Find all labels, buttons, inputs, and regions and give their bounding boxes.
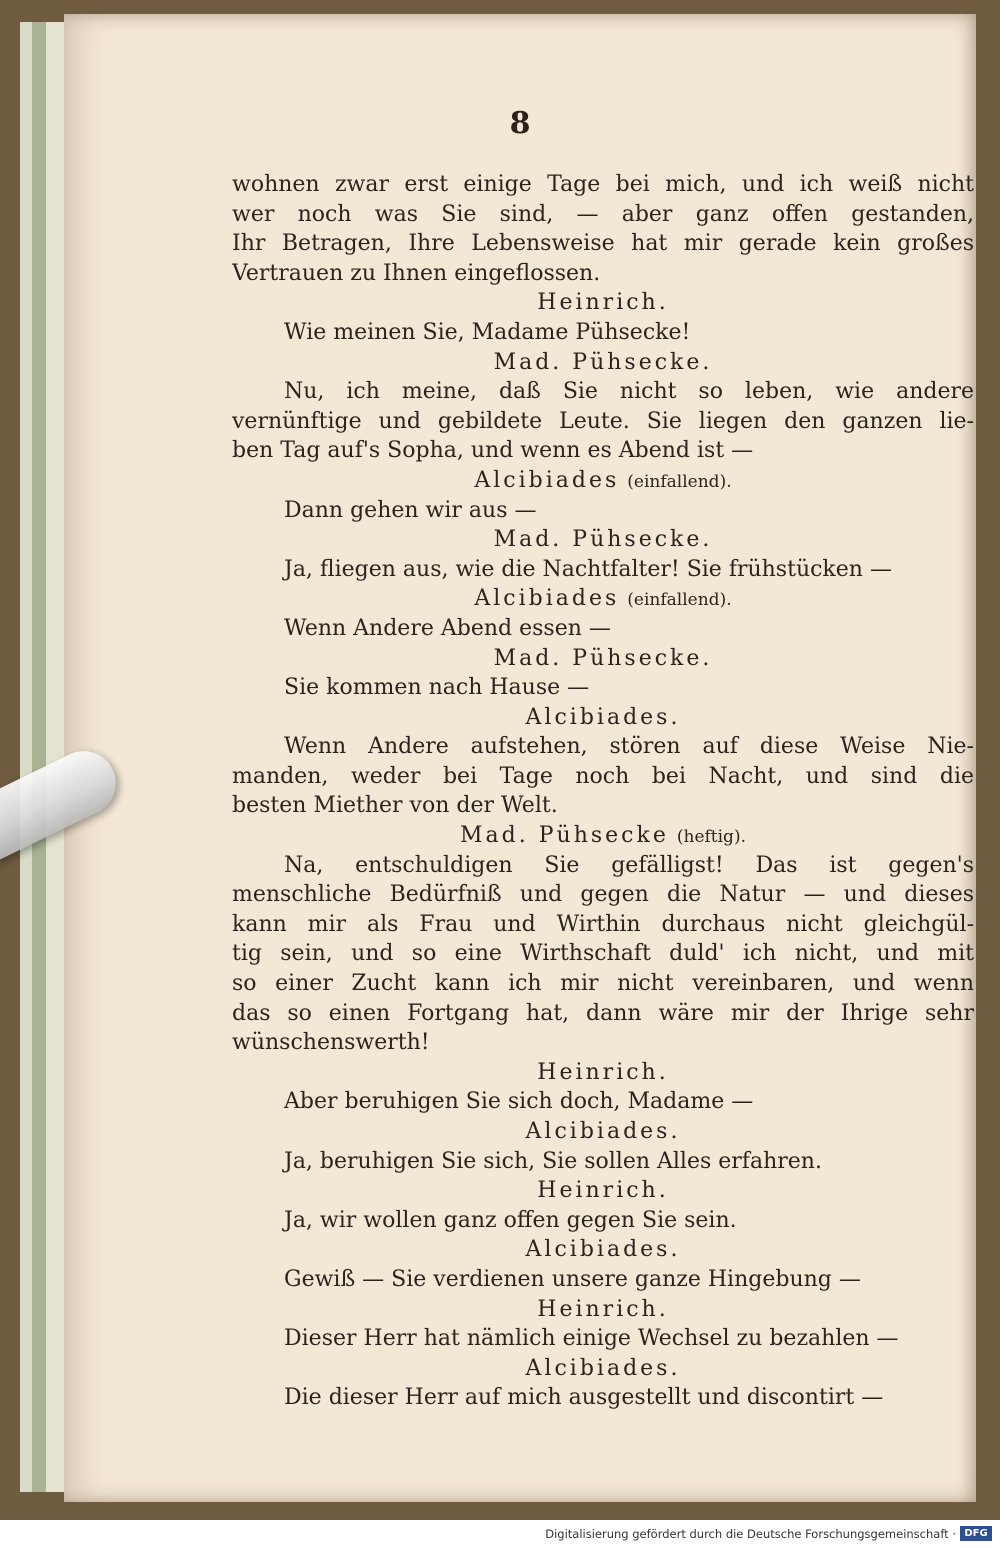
text-line: das so einen Fortgang hat, dann wäre mir der Ihrige sehr — [232, 1000, 974, 1026]
speaker-name — [232, 1117, 974, 1147]
text-line: Gewiß — Sie verdienen unsere ganze Hingebung — — [284, 1266, 861, 1292]
text-line: Aber beruhigen Sie sich doch, Madame — — [284, 1089, 754, 1115]
speaker-label: Heinrich. — [537, 1178, 669, 1204]
speaker-label: Alcibiades. — [525, 1355, 681, 1381]
text-line: Wenn Andere Abend essen — — [284, 615, 611, 641]
footer-bar — [0, 1520, 1000, 1548]
text-line: menschliche Bedürfniß und gegen die Natur — und dieses — [232, 882, 974, 908]
speaker-name — [232, 348, 974, 378]
speaker-label: Mad. Pühsecke. — [493, 645, 713, 671]
speaker-name — [232, 1354, 974, 1384]
book-page — [64, 14, 976, 1502]
text-line: wer noch was Sie sind, — aber ganz offen gestanden, — [232, 201, 974, 227]
text-line: Dann gehen wir aus — — [284, 497, 537, 523]
speaker-name — [232, 525, 974, 555]
speaker-name — [232, 703, 974, 733]
speaker-name — [232, 821, 974, 851]
text-line: Dieser Herr hat nämlich einige Wechsel zu bezahlen — — [284, 1326, 899, 1352]
text-line: Wenn Andere aufstehen, stören auf diese Weise Nie- — [284, 734, 974, 760]
speaker-label: Mad. Pühsecke — [460, 823, 669, 849]
text-line: vernünftige und gebildete Leute. Sie liegen den ganzen lie- — [232, 408, 974, 434]
text-line: manden, weder bei Tage noch bei Nacht, und sind die — [232, 763, 974, 789]
stage-direction: (einfallend). — [627, 471, 732, 492]
stage-direction: (heftig). — [676, 827, 746, 848]
text-line: Na, entschuldigen Sie gefälligst! Das ist gegen's — [284, 852, 974, 878]
page-number: 8 — [509, 106, 531, 141]
text-line: wünschenswerth! — [232, 1030, 430, 1056]
text-line: Wie meinen Sie, Madame Pühsecke! — [284, 319, 691, 345]
text-line: ben Tag auf's Sopha, und wenn es Abend ist — — [232, 438, 754, 464]
text-line: kann mir als Frau und Wirthin durchaus nicht gleichgül- — [232, 911, 974, 937]
text-line: Ja, beruhigen Sie sich, Sie sollen Alles erfahren. — [284, 1148, 822, 1174]
speaker-label: Alcibiades. — [525, 704, 681, 730]
text-line: Ihr Betragen, Ihre Lebensweise hat mir gerade kein großes — [232, 231, 974, 257]
text-line: besten Miether von der Welt. — [232, 793, 558, 819]
speaker-name — [232, 1295, 974, 1325]
speaker-name — [232, 584, 974, 614]
speaker-label: Heinrich. — [537, 290, 669, 316]
speaker-name — [232, 644, 974, 674]
book-edge-outer — [20, 22, 32, 1492]
speaker-name — [232, 288, 974, 318]
text-line: Sie kommen nach Hause — — [284, 675, 590, 701]
speaker-label: Alcibiades. — [525, 1237, 681, 1263]
text-line: Die dieser Herr auf mich ausgestellt und discontirt — — [284, 1385, 884, 1411]
text-line: Nu, ich meine, daß Sie nicht so leben, wie andere — [284, 379, 974, 405]
speaker-label: Alcibiades. — [525, 1119, 681, 1144]
speaker-label: Mad. Pühsecke. — [493, 527, 713, 553]
text-line: tig sein, und so eine Wirthschaft duld' ich nicht, und mit — [232, 941, 974, 967]
text-line: wohnen zwar erst einige Tage bei mich, und ich weiß nicht — [232, 172, 974, 197]
book-edge-green — [32, 22, 46, 1492]
speaker-name — [232, 466, 974, 496]
speaker-name — [232, 1058, 974, 1088]
text-line: so einer Zucht kann ich mir nicht vereinbaren, und wenn — [232, 971, 974, 997]
stage-direction: (einfallend). — [627, 590, 732, 611]
dfg-logo: DFG — [960, 1526, 992, 1541]
page-text-block — [232, 170, 974, 1413]
speaker-label: Alcibiades — [474, 586, 620, 612]
speaker-name — [232, 1235, 974, 1265]
text-line: Ja, fliegen aus, wie die Nachtfalter! Sie frühstücken — — [284, 556, 892, 582]
speaker-label: Heinrich. — [537, 1059, 669, 1085]
speaker-label: Heinrich. — [537, 1296, 669, 1322]
speaker-label: Mad. Pühsecke. — [493, 349, 713, 375]
speaker-label: Alcibiades — [474, 467, 620, 493]
funding-notice: Digitalisierung gefördert durch die Deutsche Forschungsgemeinschaft · — [545, 1527, 956, 1541]
speaker-name — [232, 1176, 974, 1206]
text-line: Ja, wir wollen ganz offen gegen Sie sein. — [284, 1207, 737, 1233]
text-line: Vertrauen zu Ihnen eingeflossen. — [232, 260, 601, 286]
